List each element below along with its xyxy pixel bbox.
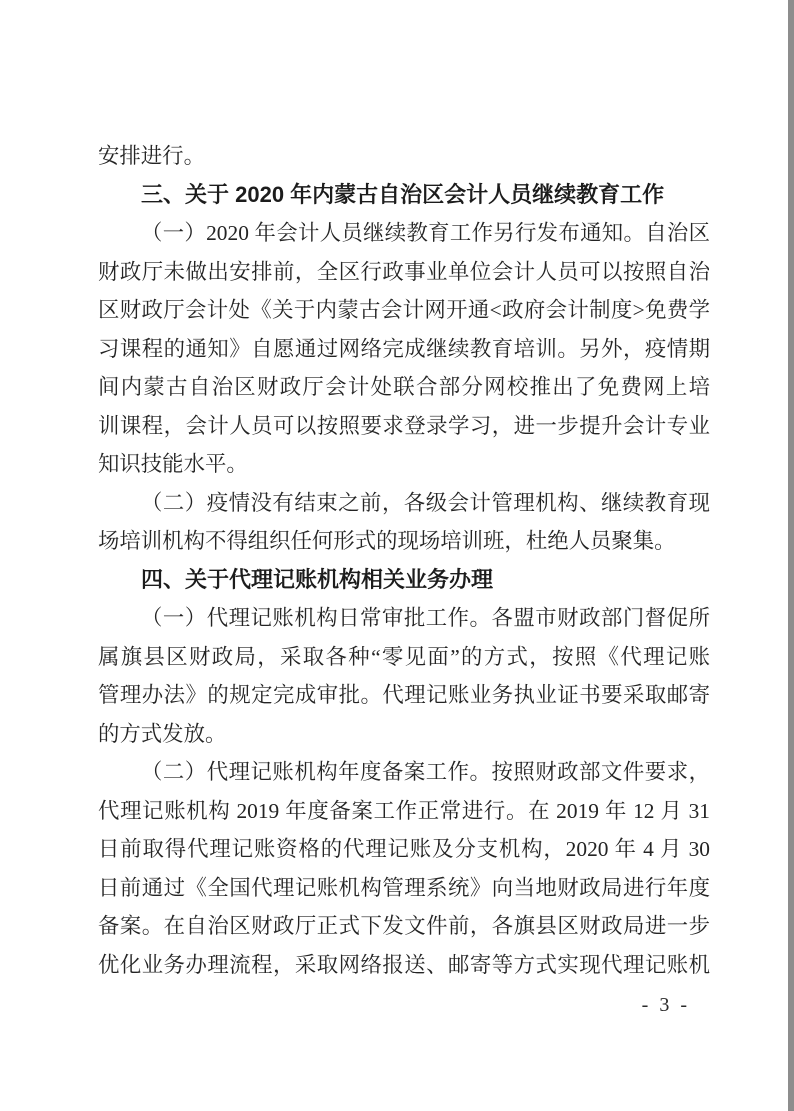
text-line: 优化业务办理流程，采取网络报送、邮寄等方式实现代理记账机 bbox=[98, 952, 710, 977]
text-line: 区财政厅会计处《关于内蒙古会计网开通<政府会计制度>免费学 bbox=[98, 298, 710, 322]
page-number: - 3 - bbox=[641, 994, 690, 1016]
section-heading: 四、关于代理记账机构相关业务办理 bbox=[141, 566, 494, 592]
section-heading: 三、关于 2020 年内蒙古自治区会计人员继续教育工作 bbox=[141, 181, 665, 207]
text-line: 训课程，会计人员可以按照要求登录学习，进一步提升会计专业 bbox=[98, 413, 710, 438]
text-line: 属旗县区财政局，采取各种“零见面”的方式，按照《代理记账 bbox=[98, 644, 710, 669]
scan-edge-line bbox=[788, 0, 794, 1111]
document-body bbox=[98, 137, 710, 984]
text-line: 日前通过《全国代理记账机构管理系统》向当地财政局进行年度 bbox=[98, 875, 710, 900]
text-line: 的方式发放。 bbox=[98, 721, 227, 746]
text-line: （二）代理记账机构年度备案工作。按照财政部文件要求， bbox=[141, 760, 710, 784]
text-line: （一）2020 年会计人员继续教育工作另行发布通知。自治区 bbox=[141, 221, 710, 245]
text-line: （二）疫情没有结束之前，各级会计管理机构、继续教育现 bbox=[141, 490, 710, 515]
text-line: 代理记账机构 2019 年度备案工作正常进行。在 2019 年 12 月 31 bbox=[98, 798, 710, 823]
text-line: 备案。在自治区财政厅正式下发文件前，各旗县区财政局进一步 bbox=[98, 914, 710, 938]
text-line: 财政厅未做出安排前，全区行政事业单位会计人员可以按照自治 bbox=[98, 259, 710, 284]
text-line: 管理办法》的规定完成审批。代理记账业务执业证书要采取邮寄 bbox=[98, 683, 710, 707]
text-line: 场培训机构不得组织任何形式的现场培训班，杜绝人员聚集。 bbox=[98, 529, 676, 553]
text-line: 日前取得代理记账资格的代理记账及分支机构，2020 年 4 月 30 bbox=[98, 837, 710, 861]
text-line: 知识技能水平。 bbox=[98, 452, 248, 476]
text-line: 习课程的通知》自愿通过网络完成继续教育培训。另外，疫情期 bbox=[98, 336, 710, 361]
text-line: 间内蒙古自治区财政厅会计处联合部分网校推出了免费网上培 bbox=[98, 375, 710, 399]
text-line: （一）代理记账机构日常审批工作。各盟市财政部门督促所 bbox=[141, 606, 710, 630]
text-line: 安排进行。 bbox=[98, 144, 205, 168]
